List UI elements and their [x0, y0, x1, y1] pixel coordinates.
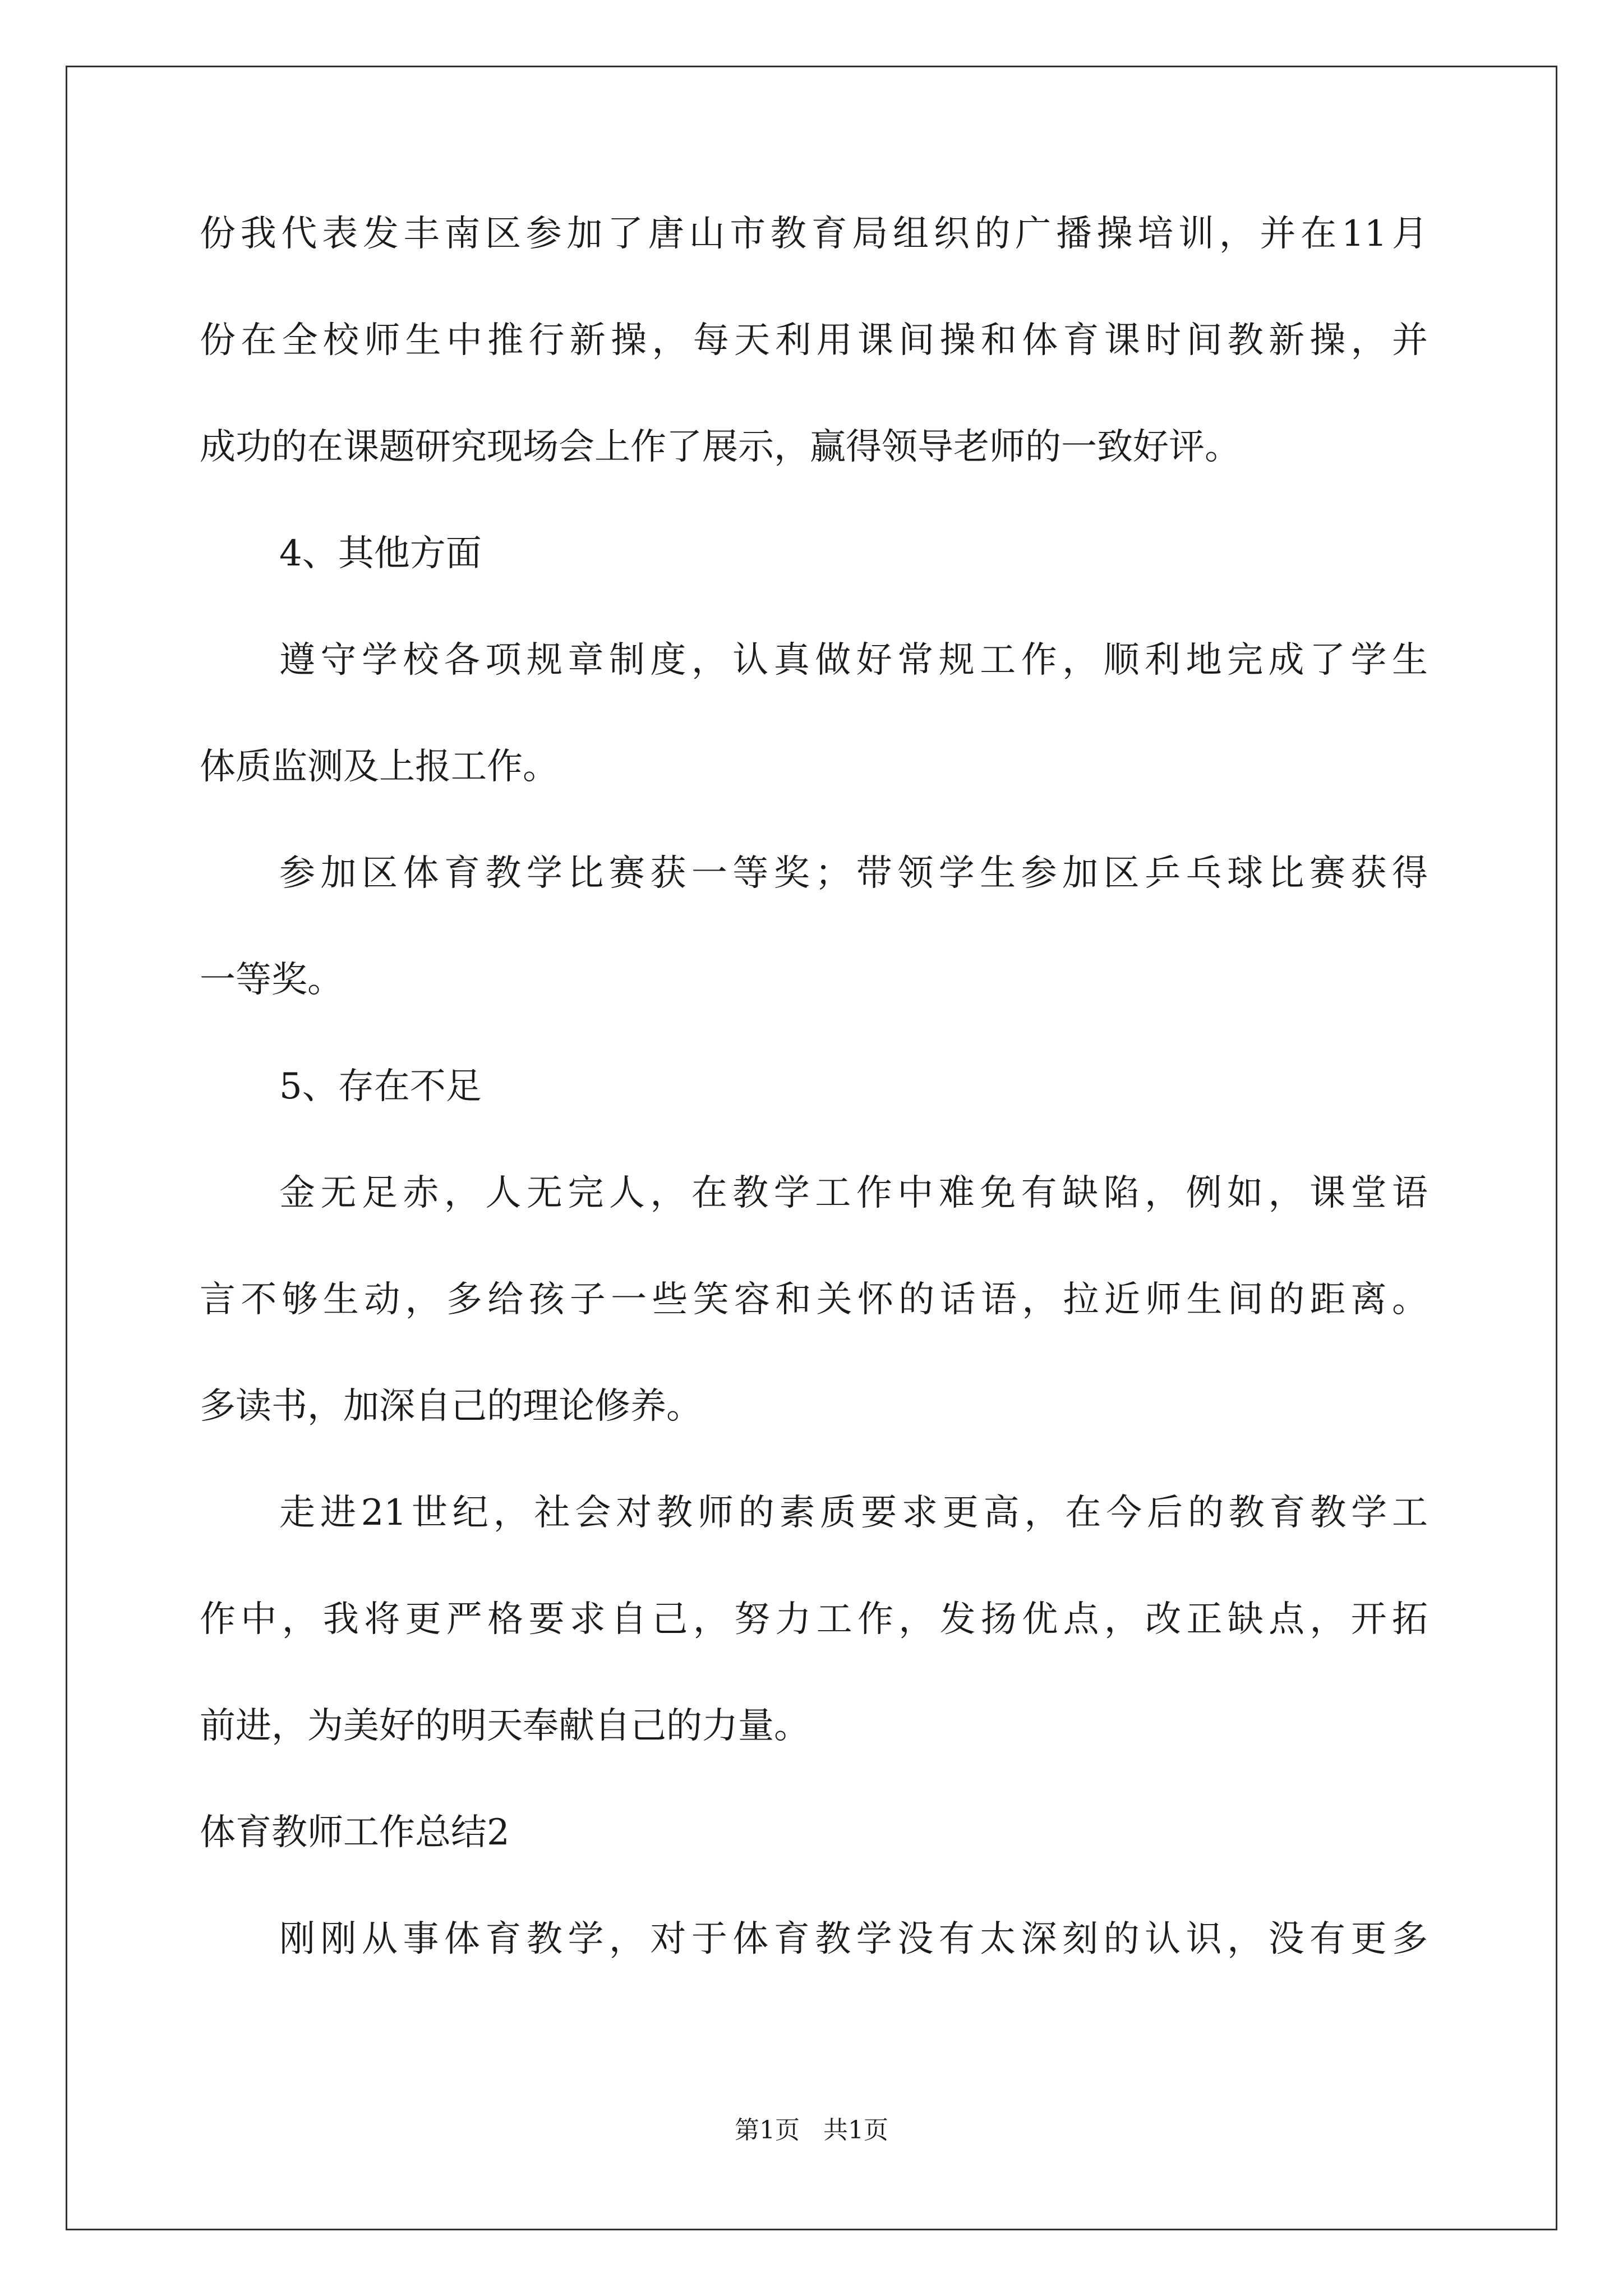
text-line: 金无足赤，人无完人，在教学工作中难免有缺陷，例如，课堂语: [279, 1172, 1428, 1214]
text-line: 刚刚从事体育教学，对于体育教学没有太深刻的认识，没有更多: [279, 1918, 1428, 1960]
text-line: 前进，为美好的明天奉献自己的力量。: [200, 1705, 810, 1747]
text-line: 参加区体育教学比赛获一等奖；带领学生参加区乒乓球比赛获得: [279, 853, 1428, 894]
text-line: 5、存在不足: [279, 1066, 482, 1107]
text-line: 4、其他方面: [279, 533, 482, 574]
text-line: 走进21世纪，社会对教师的素质要求更高，在今后的教育教学工: [279, 1492, 1428, 1534]
text-line: 作中，我将更严格要求自己，努力工作，发扬优点，改正缺点，开拓: [200, 1599, 1428, 1640]
text-line: 体质监测及上报工作。: [200, 746, 559, 788]
document-body: [200, 206, 1428, 2018]
page-footer: 第1页 共1页: [735, 2116, 888, 2145]
text-line: 体育教师工作总结2: [200, 1812, 510, 1853]
text-line: 多读书，加深自己的理论修养。: [200, 1386, 702, 1427]
text-line: 言不够生动，多给孩子一些笑容和关怀的话语，拉近师生间的距离。: [200, 1279, 1428, 1320]
text-line: 份我代表发丰南区参加了唐山市教育局组织的广播操培训，并在11月: [200, 213, 1428, 255]
text-line: 成功的在课题研究现场会上作了展示，赢得领导老师的一致好评。: [200, 426, 1241, 468]
text-line: 一等奖。: [200, 959, 343, 1001]
text-line: 遵守学校各项规章制度，认真做好常规工作，顺利地完成了学生: [279, 639, 1428, 681]
text-line: 份在全校师生中推行新操，每天利用课间操和体育课时间教新操，并: [200, 320, 1428, 361]
